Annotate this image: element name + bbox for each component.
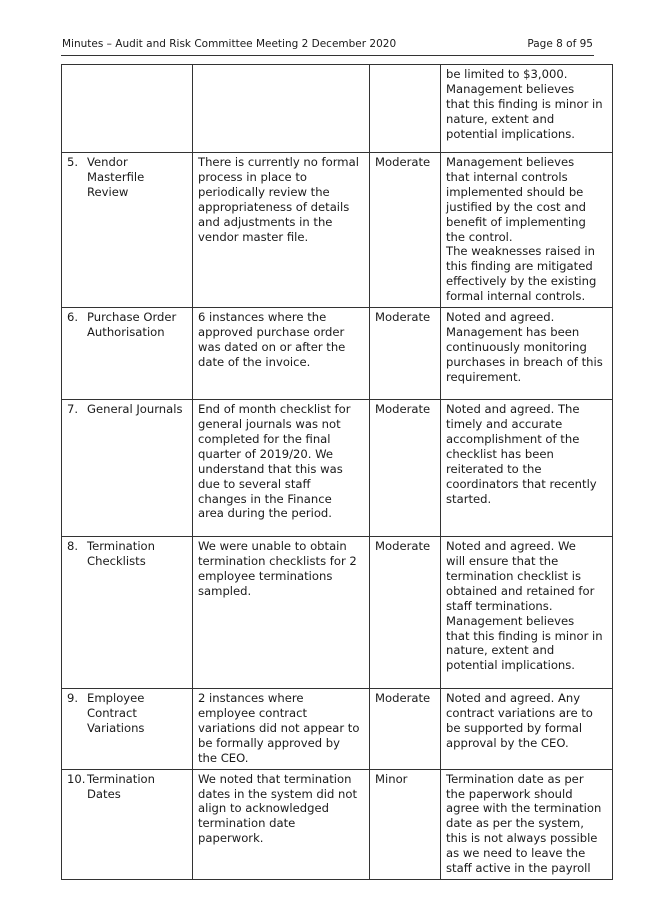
table-row bbox=[62, 769, 613, 879]
page-number: Page 8 of 95 bbox=[527, 38, 593, 50]
item-title: Termination Checklists bbox=[87, 539, 155, 568]
rating-cell: Moderate bbox=[370, 400, 441, 537]
table-row bbox=[62, 308, 613, 400]
item-cell bbox=[62, 769, 193, 879]
audit-findings-table bbox=[61, 64, 613, 880]
response-cell: Noted and agreed. Any contract variations are to be supported by formal approval by the CEO. bbox=[441, 689, 613, 770]
item-cell bbox=[62, 537, 193, 689]
item-number: 8. bbox=[67, 539, 79, 554]
rating-cell: Moderate bbox=[370, 689, 441, 770]
item-title: General Journals bbox=[87, 402, 183, 417]
rating-cell: Moderate bbox=[370, 308, 441, 400]
finding-cell: There is currently no formal process in place to periodically review the appropriateness of details and adjustments in the vendor master file. bbox=[193, 153, 370, 308]
finding-cell: We noted that termination dates in the system did not align to acknowledged termination date paperwork. bbox=[193, 769, 370, 879]
item-title: Purchase Order Authorisation bbox=[87, 310, 177, 339]
item-cell bbox=[62, 65, 193, 153]
finding-cell: We were unable to obtain termination checklists for 2 employee terminations sampled. bbox=[193, 537, 370, 689]
finding-cell: End of month checklist for general journals was not completed for the final quarter of 2019/20. We understand that this was due to several staff changes in the Finance area during the period. bbox=[193, 400, 370, 537]
response-cell: Noted and agreed. We will ensure that the termination checklist is obtained and retained for staff terminations. Management believes that this finding is minor in nature, extent and potential implications. bbox=[441, 537, 613, 689]
item-cell bbox=[62, 689, 193, 770]
item-title: Employee Contract Variations bbox=[87, 691, 145, 735]
table-row bbox=[62, 400, 613, 537]
item-number: 5. bbox=[67, 155, 79, 169]
item-cell bbox=[62, 400, 193, 537]
response-cell: Noted and agreed. Management has been continuously monitoring purchases in breach of this requirement. bbox=[441, 308, 613, 400]
item-cell bbox=[62, 308, 193, 400]
response-cell: Management believes that internal controls implemented should be justified by the cost and benefit of implementing the control. The weaknesses raised in this finding are mitigated effectively by the existing formal internal controls. bbox=[441, 153, 613, 308]
item-number: 10. bbox=[67, 771, 86, 786]
rating-cell: Moderate bbox=[370, 153, 441, 308]
finding-cell: 2 instances where employee contract variations did not appear to be formally approved by the CEO. bbox=[193, 689, 370, 770]
item-number: 6. bbox=[67, 310, 79, 325]
rating-cell: Moderate bbox=[370, 537, 441, 689]
finding-cell: 6 instances where the approved purchase order was dated on or after the date of the invoice. bbox=[193, 308, 370, 400]
response-cell: Termination date as per the paperwork should agree with the termination date as per the system, this is not always possible as we need to leave the staff active in the payroll bbox=[441, 769, 613, 879]
table-row bbox=[62, 153, 613, 308]
item-cell bbox=[62, 153, 193, 308]
rating-cell bbox=[370, 65, 441, 153]
item-title: Vendor Masterfile Review bbox=[87, 155, 145, 199]
table-row bbox=[62, 689, 613, 770]
response-cell: be limited to $3,000. Management believes that this finding is minor in nature, extent and potential implications. bbox=[441, 65, 613, 153]
page-header bbox=[61, 37, 594, 56]
item-title: Termination Dates bbox=[87, 771, 155, 801]
rating-cell: Minor bbox=[370, 769, 441, 879]
table-row bbox=[62, 537, 613, 689]
item-number: 7. bbox=[67, 402, 79, 417]
finding-cell bbox=[193, 65, 370, 153]
table-row bbox=[62, 65, 613, 153]
document-title: Minutes – Audit and Risk Committee Meeting 2 December 2020 bbox=[62, 38, 397, 50]
item-number: 9. bbox=[67, 691, 79, 706]
response-cell: Noted and agreed. The timely and accurate accomplishment of the checklist has been reiterated to the coordinators that recently started. bbox=[441, 400, 613, 537]
